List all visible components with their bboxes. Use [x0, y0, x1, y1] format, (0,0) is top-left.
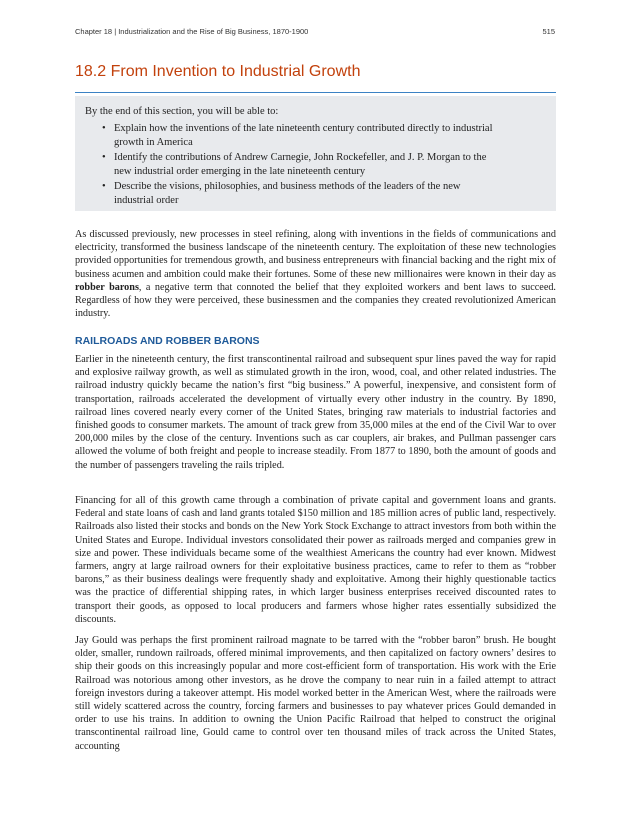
- bullet-icon: •: [102, 152, 106, 163]
- section-title: 18.2 From Invention to Industrial Growth: [75, 63, 361, 80]
- intro-text-after: , a negative term that connoted the belief that they exploited workers and bent laws to succeed. Regardless of how they were perceived, these businessmen and the companies they created revolutionized American industry.: [75, 281, 556, 320]
- objective-item: [102, 180, 502, 208]
- body-paragraph: Earlier in the nineteenth century, the first transcontinental railroad and subsequent spur lines paved the way for rapid and explosive railway growth, as well as stimulated growth in the iron, wood, coal, and other related industries. The railroad industry quickly became the nation’s first “big business.” A powerful, inexpensive, and consistent form of transportation, railroads accelerated the development of virtually every other industry in the country. By 1890, railroad lines covered nearly every corner of the United States, bringing raw materials to industrial factories and finished goods to consumer markets. The amount of track grew from 35,000 miles at the end of the Civil War to over 200,000 miles by the close of the century. Inventions such as car couplers, air brakes, and Pullman passenger cars allowed the volume of both freight and people to increase steadily. From 1877 to 1890, both the amount of goods and the number of passengers traveling the rails tripled.: [75, 354, 556, 471]
- objectives-list: [102, 122, 502, 209]
- title-divider: [75, 92, 556, 93]
- objective-text: Identify the contributions of Andrew Carnegie, John Rockefeller, and J. P. Morgan to the new industrial order emerging in the late nineteenth century: [114, 152, 487, 177]
- objective-text: Explain how the inventions of the late nineteenth century contributed directly to industrial growth in America: [114, 123, 493, 148]
- intro-text-before: As discussed previously, new processes in steel refining, along with inventions in the fields of communications and electricity, transformed the business landscape of the nineteenth century. The exploitation of these new technologies provided opportunities for tremendous growth, and business entrepreneurs with financial backing and the right mix of business acumen and ambition could make their fortunes. Some of these new millionaires were known in their day as: [75, 229, 556, 280]
- bullet-icon: •: [102, 181, 106, 192]
- bullet-icon: •: [102, 123, 106, 134]
- objectives-intro: By the end of this section, you will be able to:: [85, 106, 279, 117]
- objective-item: [102, 151, 502, 179]
- objective-item: [102, 122, 502, 150]
- objective-text: Describe the visions, philosophies, and business methods of the leaders of the new industrial order: [114, 181, 461, 206]
- body-paragraph: Financing for all of this growth came through a combination of private capital and government loans and grants. Federal and state loans of cash and land grants totaled $150 million and 185 million acres of public land, respectively. Railroads also listed their stocks and bonds on the New York Stock Exchange to attract investors from both within the United States and Europe. Individual investors consolidated their power as railroads merged and companies grew in size and power. These individuals became some of the wealthiest Americans the country had ever known. Midwest farmers, angry at large railroad owners for their exploitative business practices, came to refer to them as “robber barons,” as their business dealings were frequently shady and exploitative. Among their highly questionable tactics was the practice of differential shipping rates, in which larger business enterprises received discounted rates to transport their goods, as opposed to local producers and farmers whose higher rates essentially subsidized the discounts.: [75, 495, 556, 625]
- running-header: [75, 27, 555, 39]
- body-paragraph: Jay Gould was perhaps the first prominent railroad magnate to be tarred with the “robber baron” brush. He bought older, smaller, rundown railroads, offered minimal improvements, and then capitalized on factory owners’ desires to ship their goods on this increasingly popular and more cost-efficient form of transportation. His work with the Erie Railroad was notorious among other investors, as he drove the company to near ruin in a failed attempt to attract foreign investors during a takeover attempt. His model worked better in the American West, where the railroads were still widely scattered across the country, forcing farmers and businesses to pay whatever prices Gould demanded in order to use his trains. In addition to owning the Union Pacific Railroad that helped to construct the original transcontinental railroad line, Gould came to control over ten thousand miles of track across the United States, accounting: [75, 635, 556, 752]
- subsection-heading: RAILROADS AND ROBBER BARONS: [75, 335, 260, 347]
- key-term: robber barons: [75, 281, 139, 293]
- chapter-title: Chapter 18 | Industrialization and the Rise of Big Business, 1870-1900: [75, 27, 309, 36]
- page-number: 515: [542, 27, 555, 36]
- learning-objectives-box: [75, 96, 556, 211]
- intro-paragraph: [75, 228, 556, 320]
